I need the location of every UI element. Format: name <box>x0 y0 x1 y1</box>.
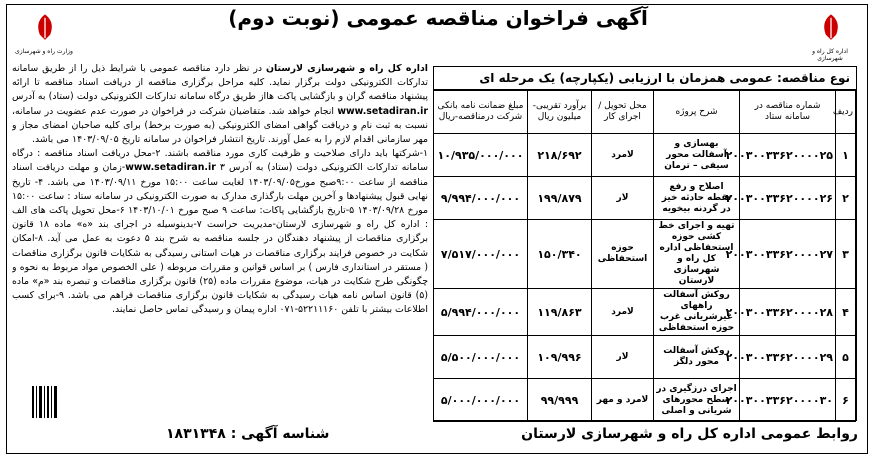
row-idx: ۴ <box>836 289 856 336</box>
intro-text: در نظر دارد مناقصه عمومی با شرایط ذیل را از طریق سامانه تدارکات الکترونیکی دولت برگزار نماید. کلیه مراحل برگزاری مناقصه از دریافت اسناد مناقصه تا ارائه پیشنهاد مناقصه گران و بازگشایی پاکت هااز طریق درگاه سامانه تدارکات الکترونیکی دولت (ستاد) به آدرس <box>12 63 428 103</box>
project-desc: روکش آسفالت راههای غیرشریانی غرب حوزه استحفاظی <box>654 289 740 336</box>
project-desc: روکش آسفالت محور دلگز <box>654 336 740 379</box>
guarantee: ۹/۹۹۴/۰۰۰/۰۰۰ <box>434 177 528 220</box>
col-header-idx: ردیف <box>836 91 856 134</box>
footer-org: روابط عمومی اداره کل راه و شهرسازی لارستان <box>521 426 858 442</box>
table-row <box>434 220 856 289</box>
location: لامرد <box>592 289 654 336</box>
row-idx: ۲ <box>836 177 856 220</box>
conditions-text-a: ۱-شرکتها باید دارای صلاحیت و ظرفیت کاری مورد مناقصه باشند. ۲-محل دریافت اسناد مناقصه : درگاه سامانه تدارکات الکترونیکی دولت (ستاد) به آدرس <box>12 148 428 174</box>
intro-org: اداره کل راه و شهرسازی لارستان <box>266 63 428 74</box>
tender-table-box <box>433 66 857 421</box>
estimate: ۱۰۹/۹۹۶ <box>528 336 592 379</box>
setad-link[interactable]: www.setadiran.ir <box>337 105 428 117</box>
notice-title: آگهی فراخوان مناقصه عمومی (نوبت دوم) <box>228 6 648 30</box>
tender-table <box>433 90 856 422</box>
row-idx: ۶ <box>836 379 856 422</box>
guarantee: ۵/۵۰۰/۰۰۰/۰۰۰ <box>434 336 528 379</box>
tender-number: ۲۰۰۳۰۰۳۳۶۲۰۰۰۰۲۸ <box>740 289 836 336</box>
notice-body <box>12 62 428 422</box>
estimate: ۱۹۹/۸۷۹ <box>528 177 592 220</box>
guarantee: ۱۰/۹۳۵/۰۰۰/۰۰۰ <box>434 134 528 177</box>
footer <box>6 424 868 448</box>
row-idx: ۵ <box>836 336 856 379</box>
table-row <box>434 177 856 220</box>
table-row <box>434 289 856 336</box>
emblem-left-caption: وزارت راه و شهرسازی <box>15 48 73 55</box>
project-desc: تهیه و اجرای خط کشی حوزه استحفاظی اداره کل راه و شهرسازی لارستان <box>654 220 740 289</box>
barcode-icon <box>30 384 60 420</box>
project-desc: اجرای درزگیری در سطح محورهای شریانی و اصلی <box>654 379 740 422</box>
location: لار <box>592 336 654 379</box>
project-desc: بهسازی و آسفالت محور سیفی – ترمان <box>654 134 740 177</box>
location: حوزه استحفاظی <box>592 220 654 289</box>
row-idx: ۳ <box>836 220 856 289</box>
table-row <box>434 134 856 177</box>
estimate: ۱۵۰/۳۴۰ <box>528 220 592 289</box>
col-header-number: شماره مناقصه در سامانه ستاد <box>740 91 836 134</box>
location: لار <box>592 177 654 220</box>
project-desc: اصلاح و رفع نقطه حادثه خیز در گردنه بیخویه <box>654 177 740 220</box>
iran-emblem-icon <box>814 10 848 46</box>
estimate: ۲۱۸/۶۹۲ <box>528 134 592 177</box>
notice-id: شناسه آگهی : ۱۸۳۱۳۴۸ <box>166 426 330 442</box>
tender-number: ۲۰۰۳۰۰۳۳۶۲۰۰۰۰۲۷ <box>740 220 836 289</box>
iran-emblem-icon <box>28 10 62 46</box>
col-header-estimate: برآورد تقریبی-میلیون ریال <box>528 91 592 134</box>
table-row <box>434 379 856 422</box>
col-header-desc: شرح پروژه <box>654 91 740 134</box>
conditions-text-b: ۳-زمان و مهلت دریافت اسناد مناقصه از ساعت ۹:۰۰صبح مورخ۱۴۰۳/۰۹/۰۵ لغایت ساعت ۱۵:۰۰ مورخ ۱۴۰۳/۰۹/۱۱ می باشد. ۴- تاریخ نهایی قبول پیشنهادها و آخرین مهلت بارگذاری مدارک به صورت الکترونیکی در سامانه ستاد : ساعت ۱۵:۰۰ مورخ ۱۴۰۳/۰۹/۲۸ ۵-تاریخ بازگشایی پاکات: ساعت ۹ صبح مورخ ۱۴۰۳/۱۰/۰۱ ۶-محل تحویل پاکت های الف : اداره کل راه و شهرسازی لارستان-مدیریت حراست ۷-بدینوسیله در اجرای بند «ه» ماده ۱۸ قانون برگزاری مناقصات از پیشنهاد دهندگان در جلسه مناقصه به شرح بند ۵ دعوت به عمل می آید. ۸-امکان شکایت در خصوص فرایند برگزاری مناقصات در هیات استانی رسیدگی به شکایات قانون برگزاری مناقصات ( مستقر در استانداری فارس ) بر اساس قوانین و مقررات مربوطه ( علی الخصوص مواد مربوط به نحوه و چگونگی طرح شکایت در هیات، موضوع مقررات ماده (۲۵) قانون برگزاری مناقصات و تبصره بند «م» ماده (۵) قانون اساس نامه هیات رسیدگی به شکایات قانون برگزاری مناقصات فراهم می باشد. ۹-برای کسب اطلاعات بیشتر با تلفن ۵۲۲۱۱۱۶۰-۰۷۱ اداره پیمان و رسیدگی تماس حاصل نمایند. <box>12 162 428 316</box>
location: لامرد <box>592 134 654 177</box>
estimate: ۱۱۹/۸۶۳ <box>528 289 592 336</box>
tender-number: ۲۰۰۳۰۰۳۳۶۲۰۰۰۰۲۵ <box>740 134 836 177</box>
tender-type: نوع مناقصه: عمومی همزمان با ارزیابی (یکپارچه) یک مرحله ای <box>434 67 856 90</box>
intro-text-2: انجام خواهد شد. متقاضیان شرکت در فراخوان در صورت عدم عضویت در سامانه، نسبت به ثبت نام و دریافت گواهی امضای الکترونیکی (به صورت برخط) برای کلیه صاحبان امضای مجاز و مهر سازمانی اقدام لازم را به عمل آورند. تاریخ انتشار فراخوان در سامانه تاریخ ۱۴۰۳/۰۹/۰۵ می باشد. <box>12 105 428 146</box>
guarantee: ۵/۹۹۴/۰۰۰/۰۰۰ <box>434 289 528 336</box>
tender-number: ۲۰۰۳۰۰۳۳۶۲۰۰۰۰۲۹ <box>740 336 836 379</box>
estimate: ۹۹/۹۹۹ <box>528 379 592 422</box>
emblem-right-caption: اداره کل راه و شهرسازی <box>812 48 848 62</box>
guarantee: ۵/۰۰۰/۰۰۰/۰۰۰ <box>434 379 528 422</box>
col-header-location: محل تحویل / اجرای کار <box>592 91 654 134</box>
col-header-guarantee: مبلغ ضمانت نامه بانکی شرکت درمناقصه-ریال <box>434 91 528 134</box>
row-idx: ۱ <box>836 134 856 177</box>
location: لامرد و مهر <box>592 379 654 422</box>
tender-number: ۲۰۰۳۰۰۳۳۶۲۰۰۰۰۳۰ <box>740 379 836 422</box>
setad-link-2[interactable]: www.setadiran.ir <box>125 162 216 174</box>
table-row <box>434 336 856 379</box>
tender-number: ۲۰۰۳۰۰۳۳۶۲۰۰۰۰۲۶ <box>740 177 836 220</box>
guarantee: ۷/۵۱۷/۰۰۰/۰۰۰ <box>434 220 528 289</box>
